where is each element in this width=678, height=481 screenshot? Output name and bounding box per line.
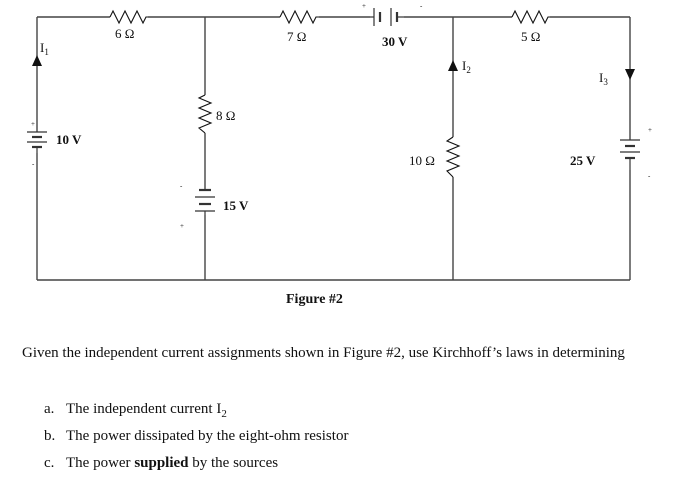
label-i1: $I_1$ <box>40 40 49 57</box>
problem-parts <box>44 400 348 481</box>
battery-10v <box>27 132 47 153</box>
problem-prompt: Given the independent current assignments shown in Figure #2, use Kirchhoff’s laws in determining <box>22 345 625 361</box>
part-subscript: 2 <box>221 408 227 420</box>
polarity-15v-plus: + <box>180 222 184 230</box>
battery-25v <box>620 140 640 170</box>
part-emphasis: supplied <box>134 455 189 471</box>
label-i3: $I_3$ <box>599 70 608 87</box>
part-c <box>44 454 348 481</box>
label-i2: $I_2$ <box>462 58 471 75</box>
current-arrow-i2 <box>448 60 458 71</box>
battery-15v <box>195 190 215 215</box>
polarity-10v-plus: + <box>31 120 35 128</box>
label-8ohm: 8 Ω <box>216 108 236 123</box>
current-arrow-i3 <box>625 69 635 80</box>
resistor-10ohm <box>447 137 459 177</box>
part-text-end: by the sources <box>188 455 279 471</box>
label-5ohm: 5 Ω <box>521 29 541 44</box>
part-a <box>44 400 348 427</box>
current-arrow-i1 <box>32 55 42 66</box>
label-7ohm: 7 Ω <box>287 29 307 44</box>
polarity-25v-plus: + <box>648 126 652 134</box>
label-25v: 25 V <box>570 153 596 168</box>
polarity-30v-minus: - <box>420 2 423 10</box>
part-marker: c. <box>44 455 55 471</box>
resistor-6ohm <box>110 11 148 23</box>
label-10v: 10 V <box>56 132 82 147</box>
label-10ohm: 10 Ω <box>409 153 435 168</box>
resistor-5ohm <box>512 11 550 23</box>
resistor-8ohm <box>199 95 211 133</box>
battery-30v <box>370 8 404 26</box>
label-30v: 30 V <box>382 34 408 49</box>
part-marker: b. <box>44 428 56 444</box>
resistor-7ohm <box>280 11 319 23</box>
part-text: The independent current I <box>66 401 222 417</box>
label-15v: 15 V <box>223 198 249 213</box>
polarity-10v-minus: - <box>32 160 35 168</box>
part-marker: a. <box>44 401 55 417</box>
figure-caption: Figure #2 <box>286 292 343 307</box>
part-text: The power dissipated by the eight-ohm resistor <box>66 428 349 444</box>
polarity-25v-minus: - <box>648 172 651 180</box>
part-text: The power <box>66 455 135 471</box>
part-b <box>44 427 348 454</box>
polarity-15v-minus: - <box>180 182 183 190</box>
polarity-30v-plus: + <box>362 2 366 10</box>
label-6ohm: 6 Ω <box>115 26 135 41</box>
